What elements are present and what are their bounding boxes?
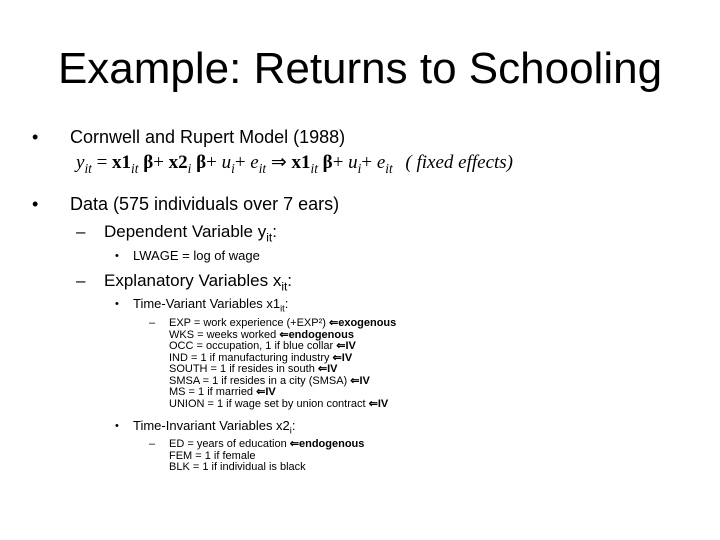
left-arrow-icon: ⇐ xyxy=(336,340,346,352)
left-arrow-icon: ⇐ xyxy=(328,317,339,329)
dash-icon: – xyxy=(76,271,86,290)
left-arrow-icon: ⇐ xyxy=(350,374,360,387)
slide-title: Example: Returns to Schooling xyxy=(57,44,663,93)
list-item: SMSA = 1 if resides in a city (SMSA) ⇐IV xyxy=(169,374,370,387)
bullet-data xyxy=(32,193,340,215)
list-item: IND = 1 if manufacturing industry ⇐IV xyxy=(169,351,353,364)
dash-icon: – xyxy=(76,222,86,241)
left-arrow-icon: ⇐ xyxy=(317,363,328,375)
implies-icon: ⇒ xyxy=(270,152,287,173)
time-variant-heading: • Time-Variant Variables $x1_{it}$: xyxy=(115,296,289,314)
bullet-icon: • xyxy=(115,420,119,432)
time-variant-list xyxy=(149,317,397,410)
dash-icon: – xyxy=(149,317,156,329)
list-item: UNION = 1 if wage set by union contract ⇐IV xyxy=(169,397,389,410)
dependent-variable: – Dependent Variable $y_{it}$: xyxy=(76,222,277,245)
bullet-data-text: Data (575 individuals over 7 ears) xyxy=(70,194,340,214)
list-item: ED = years of education ⇐endogenous xyxy=(169,438,365,450)
left-arrow-icon: ⇐ xyxy=(332,351,342,364)
bullet-model-text: Cornwell and Rupert Model (1988) xyxy=(70,127,346,147)
list-item: OCC = occupation, 1 if blue collar ⇐IV xyxy=(169,340,356,352)
bullet-icon: • xyxy=(32,194,39,214)
list-item: BLK = 1 if individual is black xyxy=(169,461,306,473)
bullet-icon: • xyxy=(115,250,119,262)
left-arrow-icon: ⇐ xyxy=(256,386,266,398)
list-item: EXP = work experience (+EXP²) ⇐exogenous xyxy=(169,317,397,329)
list-item: WKS = weeks worked ⇐endogenous xyxy=(169,328,354,341)
list-item: FEM = 1 if female xyxy=(169,449,256,462)
list-item: SOUTH = 1 if resides in south ⇐IV xyxy=(169,363,338,375)
left-arrow-icon: ⇐ xyxy=(279,328,289,341)
dependent-item: • LWAGE = log of wage xyxy=(115,248,260,263)
left-arrow-icon: ⇐ xyxy=(368,397,378,410)
list-item: MS = 1 if married ⇐IV xyxy=(169,386,276,398)
left-arrow-icon: ⇐ xyxy=(289,438,299,450)
bullet-icon: • xyxy=(32,127,39,147)
time-invariant-heading: • Time-Invariant Variables $x2_i$: xyxy=(115,418,296,436)
model-equation: $y_{it} = x1_{it}$ $\beta+ x2_i$ $\beta+ u_i+ e_{it}$ ⇒ $x1_{it}$ $\beta+ u_i+ e_{it}$ ( fixed effects) xyxy=(76,152,514,176)
dash-icon: – xyxy=(149,438,156,450)
time-invariant-list xyxy=(149,438,365,474)
explanatory-variables: – Explanatory Variables $x_{it}$: xyxy=(76,271,293,294)
bullet-model xyxy=(32,126,346,148)
bullet-icon: • xyxy=(115,298,119,310)
